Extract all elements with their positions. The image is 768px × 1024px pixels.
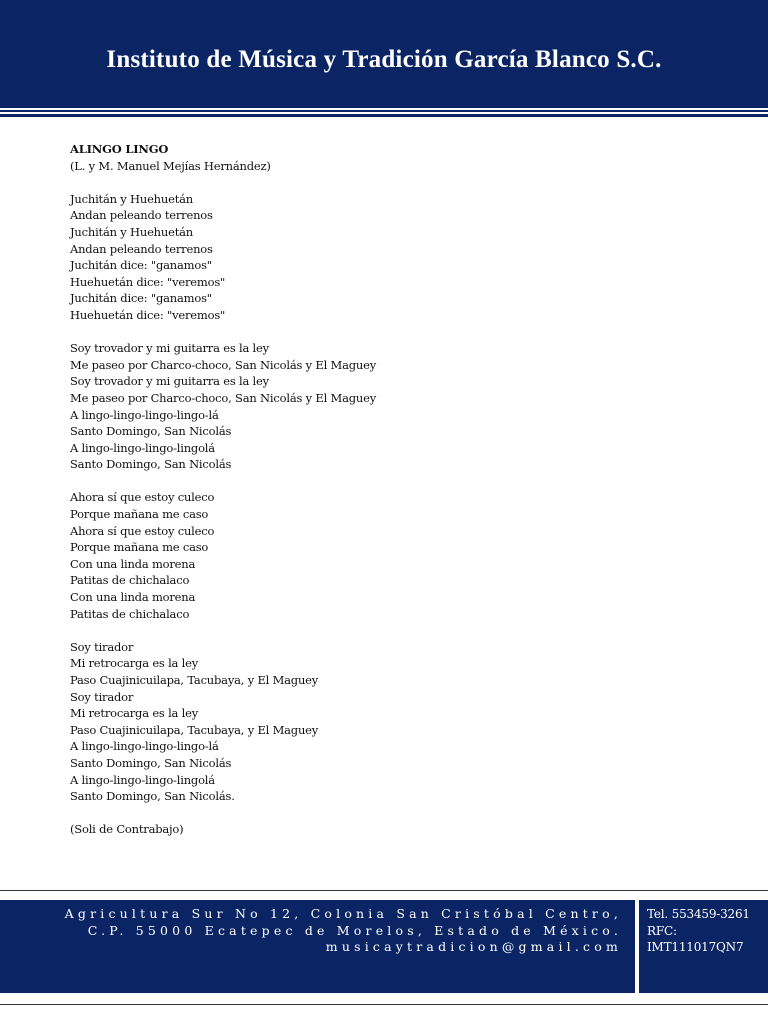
lyric-line: Porque mañana me caso <box>70 507 209 522</box>
email-address: musicaytradicion@gmail.com <box>325 939 622 954</box>
address-line-2: C.P. 55000 Ecatepec de Morelos, Estado de México. <box>87 922 622 938</box>
lyric-line: Paso Cuajinicuilapa, Tacubaya, y El Maguey <box>70 673 319 687</box>
footer-contact <box>647 906 768 956</box>
stanza-4 <box>70 639 710 805</box>
song-lyrics <box>70 141 710 838</box>
institution-name: Instituto de Música y Tradición García Blanco S.C. <box>106 46 662 73</box>
lyric-line: Soy trovador y mi guitarra es la ley <box>70 341 269 356</box>
letterhead-footer <box>0 900 768 993</box>
footer-divider-bottom <box>0 1004 768 1005</box>
footer-vertical-divider <box>635 900 639 993</box>
header-divider-thick <box>0 114 768 117</box>
lyric-line: Huehuetán dice: "veremos" <box>70 307 226 322</box>
lyric-line: Soy trovador y mi guitarra es la ley <box>70 374 269 389</box>
lyric-line: A lingo-lingo-lingo-lingolá <box>70 440 215 455</box>
lyric-line: Juchitán y Huehuetán <box>70 224 193 239</box>
lyric-line: Paso Cuajinicuilapa, Tacubaya, y El Maguey <box>70 722 319 737</box>
lyric-line: Ahora sí que estoy culeco <box>70 523 215 538</box>
lyric-line: Andan peleando terrenos <box>70 208 213 223</box>
lyric-line: Huehuetán dice: "veremos" <box>70 274 226 289</box>
performance-note: (Soli de Contrabajo) <box>70 822 184 837</box>
lyric-line: Mi retrocarga es la ley <box>70 656 199 671</box>
lyric-line: A lingo-lingo-lingo-lingolá <box>70 772 215 787</box>
header-divider-thin <box>0 110 768 112</box>
lyric-line: Santo Domingo, San Nicolás <box>70 755 232 770</box>
stanza-3 <box>70 489 710 622</box>
footer-divider-top <box>0 890 768 891</box>
lyric-line: Patitas de chichalaco <box>70 606 190 621</box>
lyric-line: Soy tirador <box>70 689 134 704</box>
lyric-line: Santo Domingo, San Nicolás. <box>70 789 235 804</box>
lyric-line: Me paseo por Charco-choco, San Nicolás y El Maguey <box>70 390 377 405</box>
lyric-line: Patitas de chichalaco <box>70 573 190 588</box>
lyric-line: Andan peleando terrenos <box>70 241 213 256</box>
lyric-line: Juchitán y Huehuetán <box>70 191 193 206</box>
lyric-line: Porque mañana me caso <box>70 540 209 555</box>
lyric-line: Juchitán dice: "ganamos" <box>70 258 212 273</box>
stanza-2 <box>70 340 710 473</box>
lyric-line: Me paseo por Charco-choco, San Nicolás y El Maguey <box>70 357 377 372</box>
lyric-line: Santo Domingo, San Nicolás <box>70 457 232 472</box>
song-credit: (L. y M. Manuel Mejías Hernández) <box>70 158 271 173</box>
lyric-line: Mi retrocarga es la ley <box>70 706 199 721</box>
phone-number: Tel. 553459-3261 <box>647 907 750 921</box>
rfc-value: IMT111017QN7 <box>647 940 744 954</box>
lyric-line: Santo Domingo, San Nicolás <box>70 424 232 439</box>
stanza-1 <box>70 191 710 324</box>
lyric-line: Con una linda morena <box>70 590 196 605</box>
lyric-line: Ahora sí que estoy culeco <box>70 490 215 505</box>
rfc-label: RFC: <box>647 923 677 938</box>
song-title: ALINGO LINGO <box>70 142 169 156</box>
lyric-line: A lingo-lingo-lingo-lingo-lá <box>70 407 219 422</box>
lyric-line: Juchitán dice: "ganamos" <box>70 291 212 306</box>
footer-address <box>62 906 622 956</box>
lyric-line: Con una linda morena <box>70 556 196 571</box>
lyric-line: A lingo-lingo-lingo-lingo-lá <box>70 739 219 754</box>
address-line-1: Agricultura Sur No 12, Colonia San Cristóbal Centro, <box>64 906 622 921</box>
stanza-5 <box>70 821 710 838</box>
lyric-line: Soy tirador <box>70 639 134 654</box>
letterhead-header <box>0 0 768 108</box>
